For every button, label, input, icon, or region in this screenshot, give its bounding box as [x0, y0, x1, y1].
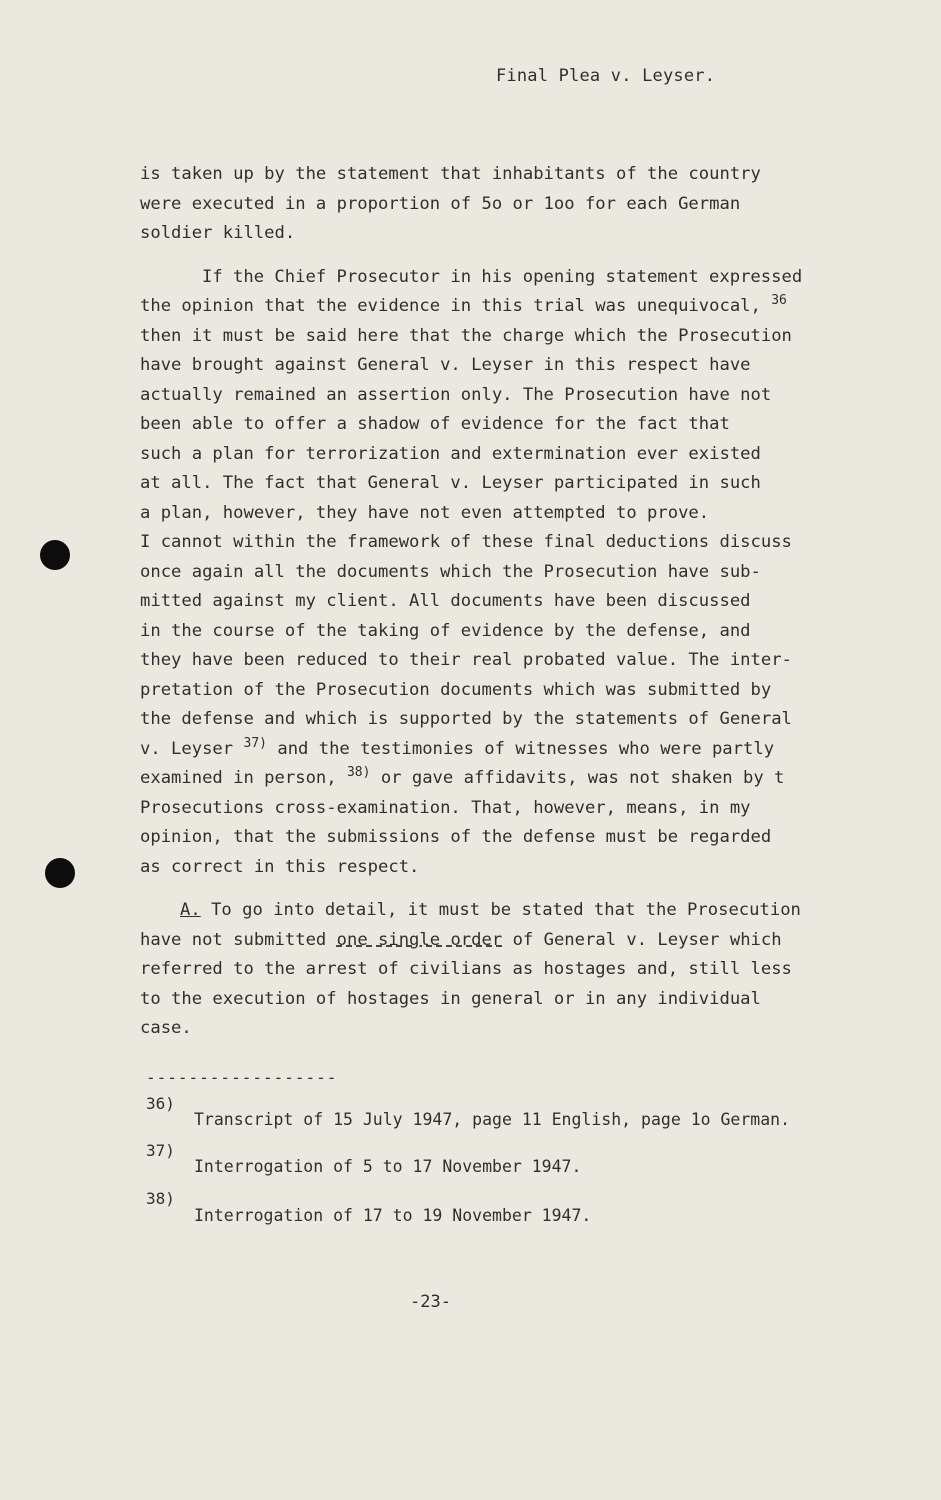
underlined-phrase: one single order	[336, 929, 503, 950]
footnote-ref: 36	[771, 293, 787, 308]
footnote-ref: 37)	[243, 735, 267, 751]
text-line	[140, 735, 910, 765]
footnote-divider: ------------------	[146, 1068, 338, 1087]
text-line: to the execution of hostages in general or in any individual	[140, 988, 761, 1009]
punch-hole	[40, 540, 70, 570]
text-line: mitted against my client. All documents have been discussed	[140, 591, 751, 611]
text-line: is taken up by the statement that inhabitants of the country	[140, 164, 761, 184]
text-line: I cannot within the framework of these final deductions discuss	[140, 532, 792, 552]
text-segment: To go into detail, it must be stated that the Prosecution	[211, 900, 801, 920]
footnote-text: Transcript of 15 July 1947, page 11 English, page 1o German.	[194, 1110, 791, 1129]
text-line	[140, 926, 910, 956]
footnote-text: Interrogation of 17 to 19 November 1947.	[194, 1206, 592, 1225]
text-line	[140, 896, 910, 926]
text-line: at all. The fact that General v. Leyser participated in such	[140, 473, 761, 493]
text-line: Prosecutions cross-examination. That, however, means, in my	[140, 797, 751, 818]
text-line: been able to offer a shadow of evidence for the fact that	[140, 414, 730, 434]
text-line: referred to the arrest of civilians as hostages and, still less	[140, 959, 792, 979]
body-text	[140, 160, 910, 1044]
text-line: actually remained an assertion only. The Prosecution have not	[140, 384, 772, 405]
text-line: they have been reduced to their real probated value. The inter-	[140, 650, 792, 670]
text-segment: have not submitted	[140, 929, 327, 950]
text-line	[140, 764, 910, 794]
text-line: soldier killed.	[140, 223, 296, 243]
punch-hole	[45, 858, 75, 888]
text-line: then it must be said here that the charge which the Prosecution	[140, 325, 792, 346]
text-line: such a plan for terrorization and extermination ever existed	[140, 443, 761, 464]
text-line: a plan, however, they have not even attempted to prove.	[140, 502, 710, 523]
text-segment: of General v. Leyser which	[512, 929, 782, 950]
text-segment: the opinion that the evidence in this trial was unequivocal,	[140, 296, 761, 316]
text-line: have brought against General v. Leyser in this respect have	[140, 355, 751, 375]
text-line: the defense and which is supported by the statements of General	[140, 709, 792, 729]
footnote-number: 38)	[146, 1189, 175, 1208]
text-line	[140, 292, 910, 322]
page-number: -23-	[410, 1292, 451, 1312]
footnote-ref: 38)	[346, 765, 371, 780]
text-line: once again all the documents which the Prosecution have sub-	[140, 561, 761, 582]
text-line: opinion, that the submissions of the defense must be regarded	[140, 827, 772, 847]
footnote-text: Interrogation of 5 to 17 November 1947.	[194, 1157, 582, 1176]
text-line: If the Chief Prosecutor in his opening statement expressed	[202, 266, 803, 287]
text-segment: and the testimonies of witnesses who were partly	[277, 738, 775, 759]
text-line: case.	[140, 1018, 192, 1038]
text-line: in the course of the taking of evidence by the defense, and	[140, 620, 751, 641]
text-segment: or gave affidavits, was not shaken by t	[380, 768, 785, 788]
page-header: Final Plea v. Leyser.	[496, 66, 716, 86]
footnote-number: 36)	[146, 1094, 175, 1113]
section-label: A.	[180, 900, 201, 920]
footnote-number: 37)	[146, 1141, 175, 1160]
text-line: as correct in this respect.	[140, 856, 420, 877]
text-line: pretation of the Prosecution documents which was submitted by	[140, 679, 772, 700]
text-segment: examined in person,	[140, 768, 337, 788]
text-segment: v. Leyser	[140, 738, 234, 759]
text-line: were executed in a proportion of 5o or 1oo for each German	[140, 193, 741, 214]
